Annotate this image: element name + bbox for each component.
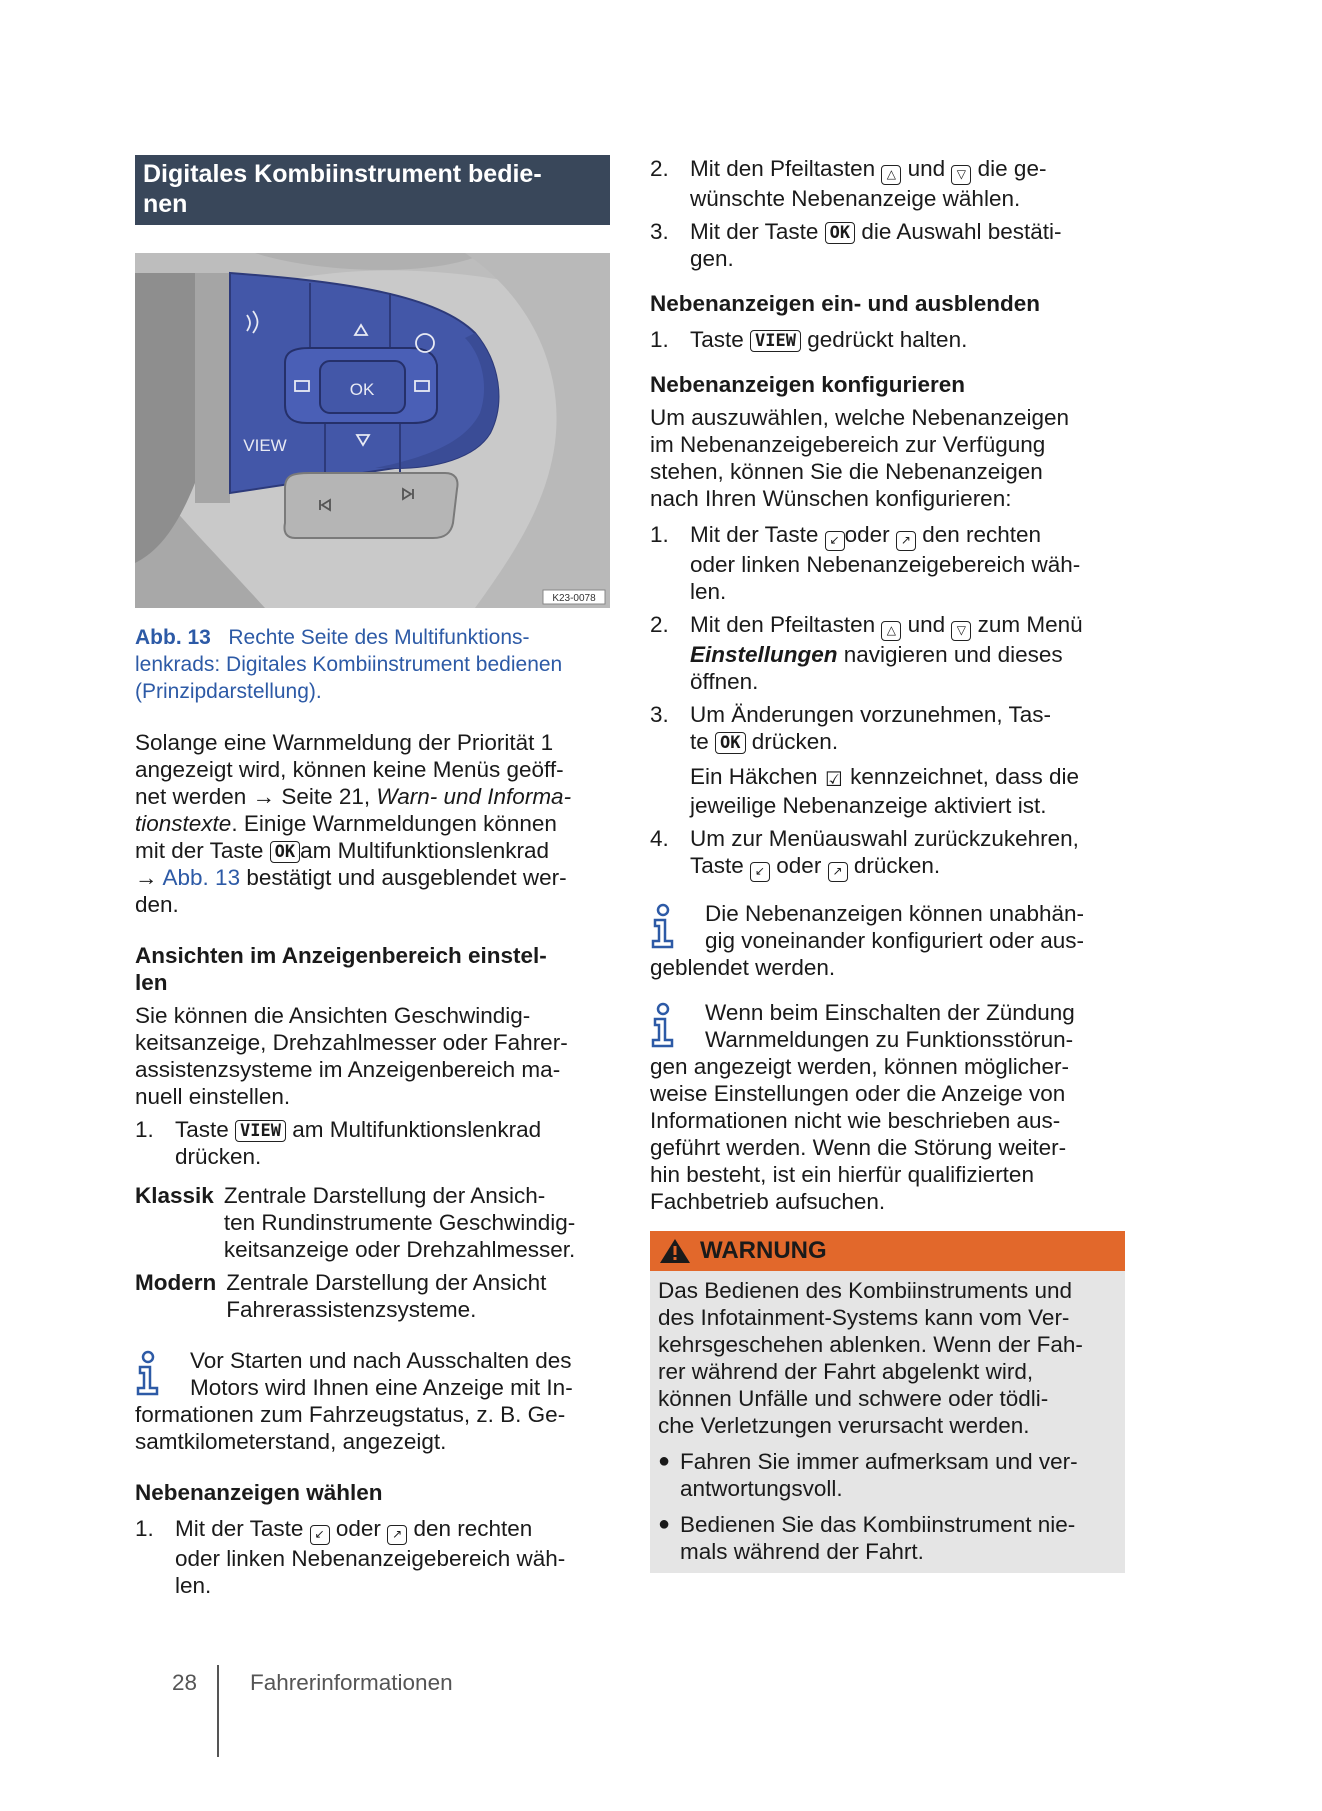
konfig-step-3: 3. Um Änderungen vorzunehmen, Tas- te OK drücken. Ein Häkchen ☑ kennzeichnet, dass die jeweilige Nebenanzeige aktiviert ist.	[650, 702, 1079, 818]
footer-divider	[217, 1665, 219, 1757]
warning-bullet-2: ● Bedienen Sie das Kombiinstrument nie- mals während der Fahrt.	[658, 1512, 1076, 1564]
info-note-3: Wenn beim Einschalten der Zündung Warnmeldungen zu Funktionsstörun- gen angezeigt werden, können möglicher- weise Einstellungen oder die Anzeige von Informationen nicht wie beschrieben aus- geführt werden. Wenn die Störung weiter- hin besteht, ist ein hierfür qualifizierten Fachbetrieb aufsuchen.	[650, 1000, 1075, 1214]
right-display-key-icon: ↗	[896, 531, 916, 551]
info-icon	[135, 1350, 161, 1396]
waehlen-step-2: 2. Mit den Pfeiltasten △ und ▽ die ge- wünschte Nebenanzeige wählen.	[650, 156, 1047, 211]
arrow-down-key-icon: ▽	[951, 165, 971, 185]
section-title: Digitales Kombiinstrument bedie- nen	[135, 155, 610, 225]
info-note-1: Vor Starten und nach Ausschalten des Motors wird Ihnen eine Anzeige mit In- formationen zum Fahrzeugstatus, z. B. Ge- samtkilometerstand, angezeigt.	[135, 1348, 573, 1454]
warning-triangle-icon	[658, 1237, 692, 1265]
waehlen-step-1: 1. Mit der Taste ↙ oder ↗ den rechten oder linken Nebenanzeigebereich wäh- len.	[135, 1516, 566, 1598]
konfig-step-2: 2. Mit den Pfeiltasten △ und ▽ zum Menü Einstellungen navigieren und dieses öffnen.	[650, 612, 1083, 694]
view-key-icon: VIEW	[235, 1120, 286, 1142]
mode-modern: Modern Zentrale Darstellung der Ansicht Fahrerassistenzsysteme.	[135, 1270, 547, 1322]
right-column	[650, 155, 1125, 1573]
chapter-title: Fahrerinformationen	[250, 1670, 453, 1695]
steering-wheel-figure	[135, 253, 610, 608]
ansichten-heading: Ansichten im Anzeigenbereich einstel- len	[135, 943, 547, 995]
figure-link[interactable]: Abb. 13	[162, 865, 241, 890]
konfig-step-1: 1. Mit der Taste ↙ oder ↗ den rechten oder linken Nebenanzeigebereich wäh- len.	[650, 522, 1081, 604]
warning-header	[650, 1231, 1125, 1271]
info-icon	[650, 903, 676, 949]
ok-key-icon: OK	[715, 732, 745, 754]
view-button-label: VIEW	[243, 436, 287, 455]
warning-title: WARNUNG	[700, 1237, 827, 1264]
view-key-icon: VIEW	[750, 330, 801, 352]
page-number: 28	[172, 1670, 198, 1695]
arrow-down-key-icon: ▽	[951, 621, 971, 641]
waehlen-heading: Nebenanzeigen wählen	[135, 1480, 383, 1505]
einaus-step-1: 1. Taste VIEW gedrückt halten.	[650, 327, 968, 352]
arrow-up-key-icon: △	[881, 165, 901, 185]
left-column	[135, 155, 610, 1599]
waehlen-step-3: 3. Mit der Taste OK die Auswahl bestäti- gen.	[650, 219, 1062, 271]
left-display-key-icon: ↙	[825, 531, 845, 551]
warning-bullet-1: ● Fahren Sie immer aufmerksam und ver- antwortungsvoll.	[658, 1449, 1078, 1501]
ok-key-icon: OK	[825, 222, 855, 244]
intro-paragraph: Solange eine Warnmeldung der Priorität 1 angezeigt wird, können keine Menüs geöff- net werden → Seite 21, Warn- und Informa- tionstexte. Einige Warnmeldungen können mit der Taste OK am Multifunktionslenkrad → Abb. 13 bestätigt und ausgeblendet wer- den.	[135, 730, 572, 917]
arrow-up-key-icon: △	[881, 621, 901, 641]
warning-box: WARNUNG Das Bedienen des Kombiinstruments und des Infotainment-Systems kann vom Ver- kehrsgeschehen ablenken. Wenn der Fah- rer während der Fahrt abgelenkt wird, können Unfälle und schwere oder tödli- che Verletzungen verursacht werden. ● Fahren Sie immer aufmerksam und ver- antwortungsvoll. ● Bedienen Sie das Kombiinstrument nie- mals während der Fahrt.	[650, 1231, 1125, 1573]
ansichten-step-1: 1. Taste VIEW am Multifunktionslenkrad drücken.	[135, 1117, 542, 1169]
right-display-key-icon: ↗	[387, 1525, 407, 1545]
mode-klassik: Klassik Zentrale Darstellung der Ansich- ten Rundinstrumente Geschwindig- keitsanzeige oder Drehzahlmesser.	[135, 1183, 576, 1262]
ok-key-icon: OK	[270, 841, 300, 863]
info-icon	[650, 1002, 676, 1048]
figure-caption: Abb. 13 Rechte Seite des Multifunktions- lenkrads: Digitales Kombiinstrument bedienen (Prinzipdarstellung).	[135, 626, 563, 703]
figure-code: K23-0078	[552, 593, 596, 604]
ansichten-paragraph: Sie können die Ansichten Geschwindig- keitsanzeige, Drehzahlmesser oder Fahrer- assistenzsysteme im Anzeigenbereich ma- nuell einstellen.	[135, 1003, 568, 1109]
left-display-key-icon: ↙	[750, 862, 770, 882]
einaus-heading: Nebenanzeigen ein- und ausblenden	[650, 291, 1041, 316]
info-note-2: Die Nebenanzeigen können unabhän- gig voneinander konfiguriert oder aus- geblendet werden.	[650, 901, 1085, 980]
right-display-key-icon: ↗	[828, 862, 848, 882]
steering-wheel-illustration	[135, 253, 610, 608]
konfig-step-4: 4. Um zur Menüauswahl zurückzukehren, Taste ↙ oder ↗ drücken.	[650, 825, 1125, 882]
checkbox-checked-icon: ☑	[824, 769, 843, 791]
left-display-key-icon: ↙	[310, 1525, 330, 1545]
ok-button-label: OK	[349, 380, 375, 399]
konfig-heading: Nebenanzeigen konfigurieren	[650, 372, 966, 397]
konfig-paragraph: Um auszuwählen, welche Nebenanzeigen im Nebenanzeigebereich zur Verfügung stehen, können Sie die Nebenanzeigen nach Ihren Wünschen konfigurieren:	[650, 405, 1070, 511]
